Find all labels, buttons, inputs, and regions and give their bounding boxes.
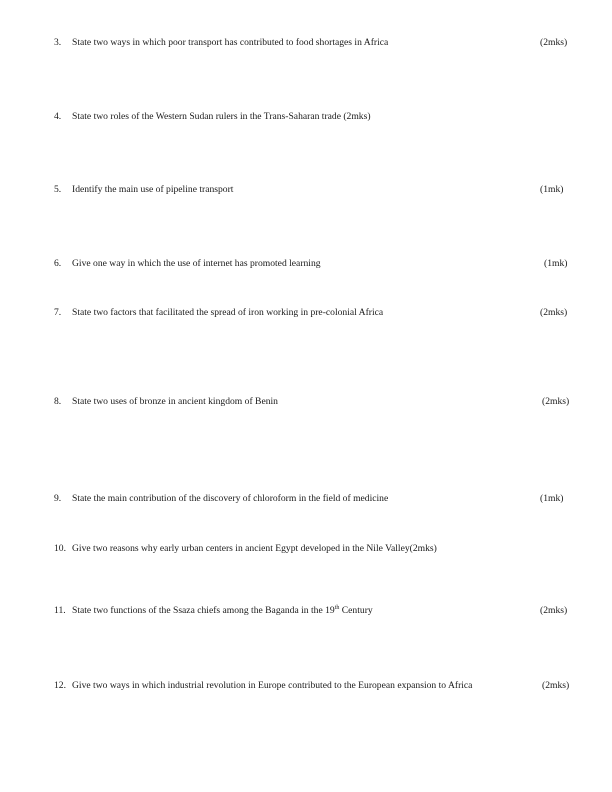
- question-marks: (2mks): [540, 307, 568, 318]
- question-number: 10.: [54, 543, 66, 554]
- question-marks: (2mks): [542, 680, 570, 691]
- question-number: 6.: [54, 258, 62, 269]
- question-text: State two roles of the Western Sudan rulers in the Trans-Saharan trade (2mks): [72, 111, 371, 122]
- question-text: Give two ways in which industrial revolution in Europe contributed to the European expansion to Africa: [72, 680, 473, 691]
- question-marks: (1mk): [544, 258, 568, 269]
- question-text: [72, 605, 373, 616]
- question-text: State two factors that facilitated the spread of iron working in pre-colonial Africa: [72, 307, 384, 318]
- question-marks: (2mks): [540, 605, 568, 616]
- question-text: Identify the main use of pipeline transport: [72, 184, 234, 195]
- question-number: 9.: [54, 493, 62, 504]
- question-text: State two uses of bronze in ancient kingdom of Benin: [72, 396, 278, 407]
- question-5: [54, 184, 576, 198]
- question-number: 8.: [54, 396, 62, 407]
- question-number: 5.: [54, 184, 62, 195]
- question-12: [54, 680, 576, 694]
- question-7: [54, 307, 576, 321]
- question-10: [54, 543, 576, 557]
- question-marks: (2mks): [542, 396, 570, 407]
- question-6: [54, 258, 576, 272]
- question-text-tail: Century: [339, 605, 373, 616]
- question-text: State two ways in which poor transport has contributed to food shortages in Africa: [72, 37, 389, 48]
- question-8: [54, 396, 576, 410]
- question-marks: (1mk): [540, 184, 564, 195]
- ordinal-superscript: th: [334, 605, 340, 611]
- question-3: [54, 37, 576, 51]
- question-number: 4.: [54, 111, 62, 122]
- question-marks: (1mk): [540, 493, 564, 504]
- question-11: [54, 605, 576, 619]
- question-number: 11.: [54, 605, 66, 616]
- question-text: State the main contribution of the discovery of chloroform in the field of medicine: [72, 493, 389, 504]
- question-number: 7.: [54, 307, 62, 318]
- question-number: 3.: [54, 37, 62, 48]
- question-text: Give one way in which the use of internet has promoted learning: [72, 258, 321, 269]
- question-text-main: State two functions of the Ssaza chiefs among the Baganda in the 19: [72, 605, 335, 616]
- question-4: [54, 111, 576, 125]
- question-number: 12.: [54, 680, 66, 691]
- question-text: Give two reasons why early urban centers in ancient Egypt developed in the Nile Valley(2mks): [72, 543, 437, 554]
- question-9: [54, 493, 576, 507]
- question-marks: (2mks): [540, 37, 568, 48]
